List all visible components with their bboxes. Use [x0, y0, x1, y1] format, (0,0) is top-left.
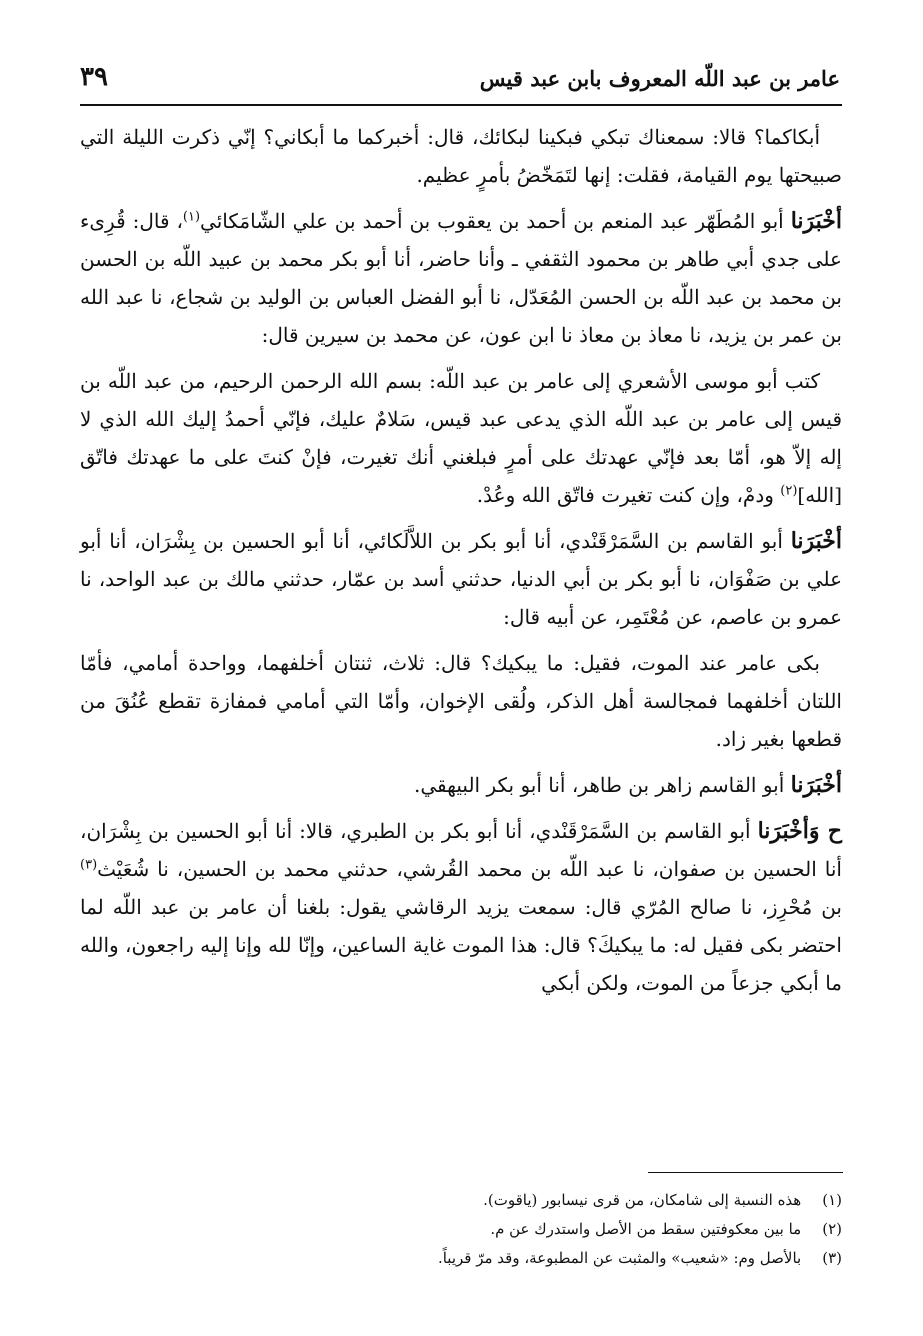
paragraph-5 — [80, 644, 842, 758]
footnote-text: ما بين معكوفتين سقط من الأصل واستدرك عن م. — [490, 1220, 802, 1238]
running-header — [80, 60, 840, 100]
footnote-number: (١) — [822, 1191, 842, 1209]
paragraph-text: أبو المُطَهّر عبد المنعم بن أحمد بن يعقوب بن أحمد بن علي الشّامَكائي — [200, 209, 784, 233]
paragraph-6-isnad — [80, 766, 842, 804]
footnote-number: (٣) — [822, 1249, 842, 1267]
footnote-3 — [80, 1244, 842, 1273]
paragraph-3 — [80, 362, 842, 514]
paragraph-7-isnad — [80, 812, 842, 1002]
paragraph-text: كتب أبو موسى الأشعري إلى عامر بن عبد اللّه: بسم الله الرحمن الرحيم، من عبد اللّه بن قيس إلى عامر بن عبد اللّه الذي يدعى عبد قيس، سَلامٌ عليك، فإنّي أحمدُ إليك الله الذي لا إله إلاّ هو، أمّا بعد فإنّي عهدتك على أمرٍ فبلغني أنك تغيرت، فإنْ كنتَ على ما عهدتك فاتّق [الله] — [80, 369, 843, 507]
paragraph-text: أبكاكما؟ قالا: سمعناك تبكي فبكينا لبكائك، قال: أخبركما ما أبكاني؟ إنّي ذكرت الليلة التي صبيحتها يوم القيامة، فقلت: إنها لتَمَخّضُ بأمرٍ عظيم. — [80, 125, 842, 187]
paragraph-1 — [80, 118, 842, 194]
footnote-1 — [80, 1186, 842, 1215]
main-text — [80, 118, 842, 1010]
footnote-2 — [80, 1215, 842, 1244]
footnote-text: هذه النسبة إلى شامكان، من قرى نيسابور (ياقوت). — [483, 1191, 802, 1209]
paragraph-text: بكى عامر عند الموت، فقيل: ما يبكيك؟ قال: ثلاث، ثنتان أخلفهما، وواحدة أمامي، فأمّا اللتان أخلفهما فمجالسة أهل الذكر، ولُقى الإخوان، وأمّا التي أمامي فمفازة تقطع عُنُقَ من قطعها بغير زاد. — [80, 651, 842, 751]
footnote-number: (٢) — [822, 1220, 842, 1238]
narration-lead: أخْبَرَنا — [790, 528, 843, 554]
footnote-separator — [648, 1172, 843, 1173]
paragraph-text-continued: بن مُحْرِز، نا صالح المُرّي قال: سمعت يزيد الرقاشي يقول: بلغنا أن عامر بن عبد اللّه لما احتضر بكى فقيل له: ما يبكيكَ؟ قال: هذا الموت غاية الساعين، وإنّا لله وإنا إليه راجعون، والله ما أبكي جزعاً من الموت، ولكن أبكي — [80, 895, 842, 995]
footnotes — [80, 1186, 842, 1273]
footnote-reference-1[interactable]: (١) — [182, 209, 201, 225]
narration-lead: أخْبَرَنا — [790, 772, 842, 798]
footnote-reference-3[interactable]: (٣) — [80, 857, 98, 873]
paragraph-text: أبو القاسم بن السَّمَرْقَنْدي، أنا أبو بكر بن اللاَّلَكائي، أنا أبو الحسين بن بِشْرَان، أنا أبو علي بن صَفْوَان، نا أبو بكر بن أبي الدنيا، حدثني أسد بن عمّار، حدثني مالك بن عبد الواحد، نا عمرو بن عاصم، عن مُعْتَمِر، عن أبيه قال: — [80, 529, 842, 629]
paragraph-text-continued: ، قال: قُرِىء على جدي أبي طاهر بن محمود الثقفي ـ وأنا حاضر، أنا أبو بكر محمد بن عبيد اللّه بن الحسن بن محمد بن عبد اللّه بن الحسن المُعَدّل، نا أبو الفضل العباس بن الوليد بن شجاع، نا عبد الله بن عمر بن يزيد، نا معاذ بن معاذ نا ابن عون، عن محمد بن سيرين قال: — [80, 209, 842, 347]
paragraph-2-isnad — [80, 202, 842, 354]
running-title: عامر بن عبد اللّه المعروف بابن عبد قيس — [479, 66, 840, 91]
footnote-reference-2[interactable]: (٢) — [780, 483, 798, 499]
narration-lead: أخْبَرَنا — [790, 208, 843, 234]
paragraph-text: أبو القاسم زاهر بن طاهر، أنا أبو بكر البيهقي. — [414, 773, 785, 797]
page-number: ٣٩ — [80, 62, 108, 92]
header-rule — [80, 104, 842, 106]
paragraph-text-continued: ودمْ، وإن كنت تغيرت فاتّق الله وعُدْ. — [476, 483, 781, 507]
paragraph-4-isnad — [80, 522, 842, 636]
narration-lead: ح وَأخْبَرَنا — [757, 818, 842, 844]
footnote-text: بالأصل وم: «شعيب» والمثبت عن المطبوعة، وقد مرّ قريباً. — [437, 1249, 802, 1267]
paragraph-text: أبو القاسم بن السَّمَرْقَنْدي، أنا أبو بكر بن الطبري، قالا: أنا أبو الحسين بن بِشْرَان، أنا الحسين بن صفوان، نا عبد اللّه بن محمد القُرشي، حدثني محمد بن الحسين، نا شُعَيْث — [80, 819, 842, 881]
